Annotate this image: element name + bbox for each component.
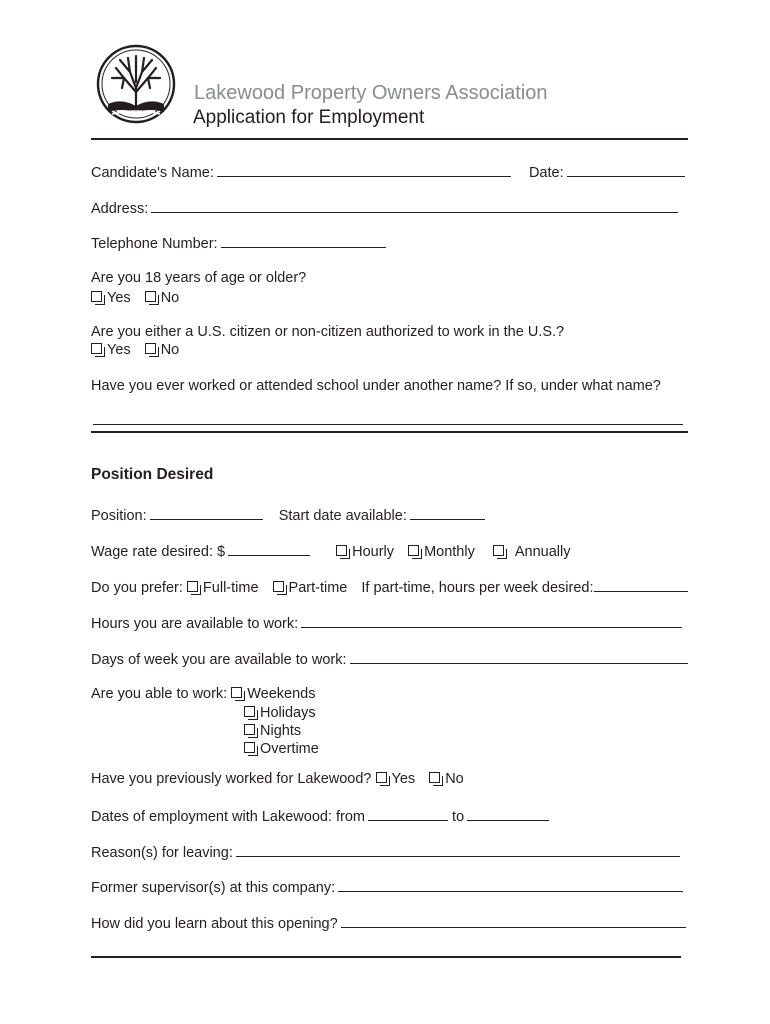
hours-available-label: Hours you are available to work:: [91, 616, 299, 632]
previously-worked-no-checkbox[interactable]: [429, 772, 440, 783]
former-supervisor-field[interactable]: [338, 877, 683, 892]
able-to-work-row: [91, 685, 316, 703]
start-date-label: Start date available:: [278, 508, 407, 524]
previously-worked-no-label: No: [445, 771, 464, 787]
citizen-question: Are you either a U.S. citizen or non-citizen authorized to work in the U.S.?: [91, 324, 565, 340]
holidays-label: Holidays: [260, 705, 316, 721]
full-time-label: Full-time: [202, 580, 259, 596]
wage-row: [91, 541, 581, 561]
prefer-row: [91, 577, 688, 597]
tree-logo: [94, 42, 178, 126]
hours-available-field[interactable]: [301, 613, 682, 628]
monthly-label: Monthly: [424, 544, 475, 560]
previously-worked-row: [91, 770, 474, 788]
former-supervisor-label: Former supervisor(s) at this company:: [91, 880, 336, 896]
other-name-question: Have you ever worked or attended school under another name? If so, under what name?: [91, 378, 661, 394]
nights-checkbox[interactable]: [244, 724, 255, 735]
previously-worked-yes-checkbox[interactable]: [376, 772, 387, 783]
age-no-checkbox[interactable]: [145, 291, 156, 302]
holidays-checkbox[interactable]: [244, 706, 255, 717]
position-section-heading: Position Desired: [91, 466, 214, 483]
days-available-row: [91, 649, 688, 669]
dates-employment-label: Dates of employment with Lakewood: from: [91, 809, 366, 825]
overtime-checkbox[interactable]: [244, 742, 255, 753]
citizen-yes-checkbox[interactable]: [91, 343, 102, 354]
telephone-row: [91, 233, 386, 253]
citizen-options: [91, 341, 189, 359]
footer-divider: [91, 956, 681, 958]
age-yes-checkbox[interactable]: [91, 291, 102, 302]
citizen-no-checkbox[interactable]: [145, 343, 156, 354]
candidate-name-field[interactable]: [217, 162, 511, 177]
part-time-hours-label: If part-time, hours per week desired:: [361, 580, 594, 596]
telephone-label: Telephone Number:: [91, 236, 218, 252]
citizen-yes-label: Yes: [107, 342, 131, 358]
hours-available-row: [91, 613, 682, 633]
full-time-checkbox[interactable]: [187, 581, 198, 592]
reasons-leaving-row: [91, 842, 680, 862]
to-label: to: [452, 809, 465, 825]
overtime-option: [244, 740, 319, 758]
section-divider: [91, 431, 688, 433]
candidate-name-label: Candidate's Name:: [91, 165, 214, 181]
age-question: Are you 18 years of age or older?: [91, 270, 307, 286]
days-available-field[interactable]: [350, 649, 688, 664]
age-options: [91, 289, 189, 307]
employment-from-field[interactable]: [368, 806, 448, 821]
reasons-leaving-field[interactable]: [236, 842, 680, 857]
previously-worked-yes-label: Yes: [391, 771, 416, 787]
former-supervisor-row: [91, 877, 683, 897]
able-to-work-label: Are you able to work:: [91, 686, 228, 702]
holidays-option: [244, 704, 316, 722]
part-time-hours-field[interactable]: [594, 577, 688, 592]
hourly-checkbox[interactable]: [336, 545, 347, 556]
part-time-label: Part-time: [288, 580, 348, 596]
hourly-label: Hourly: [352, 544, 395, 560]
days-available-label: Days of week you are available to work:: [91, 652, 347, 668]
reasons-leaving-label: Reason(s) for leaving:: [91, 845, 233, 861]
monthly-checkbox[interactable]: [408, 545, 419, 556]
overtime-label: Overtime: [260, 741, 319, 757]
nights-option: [244, 722, 301, 740]
address-label: Address:: [91, 201, 149, 217]
position-field[interactable]: [150, 505, 263, 520]
position-label: Position:: [91, 508, 147, 524]
position-row: [91, 505, 485, 525]
annually-label: Annually: [514, 544, 571, 560]
previously-worked-label: Have you previously worked for Lakewood?: [91, 771, 372, 787]
start-date-field[interactable]: [410, 505, 485, 520]
organization-name: Lakewood Property Owners Association: [194, 82, 548, 104]
document-title: Application for Employment: [193, 107, 425, 128]
prefer-label: Do you prefer:: [91, 580, 183, 596]
telephone-field[interactable]: [221, 233, 386, 248]
header-divider: [91, 138, 688, 140]
weekends-label: Weekends: [247, 686, 316, 702]
wage-label: Wage rate desired: $: [91, 544, 226, 560]
employment-to-field[interactable]: [467, 806, 549, 821]
citizen-no-label: No: [160, 342, 180, 358]
address-row: [91, 198, 678, 218]
age-yes-label: Yes: [107, 290, 131, 306]
annually-checkbox[interactable]: [493, 545, 504, 556]
address-field[interactable]: [151, 198, 678, 213]
date-label: Date:: [528, 165, 564, 181]
learn-opening-label: How did you learn about this opening?: [91, 916, 338, 932]
candidate-name-row: [91, 162, 685, 182]
wage-field[interactable]: [228, 541, 310, 556]
other-name-field[interactable]: [93, 424, 683, 425]
weekends-checkbox[interactable]: [231, 687, 242, 698]
nights-label: Nights: [260, 723, 302, 739]
learn-opening-field[interactable]: [341, 913, 686, 928]
date-field[interactable]: [567, 162, 685, 177]
age-no-label: No: [160, 290, 180, 306]
part-time-checkbox[interactable]: [273, 581, 284, 592]
learn-opening-row: [91, 913, 686, 933]
dates-employment-row: [91, 806, 549, 826]
